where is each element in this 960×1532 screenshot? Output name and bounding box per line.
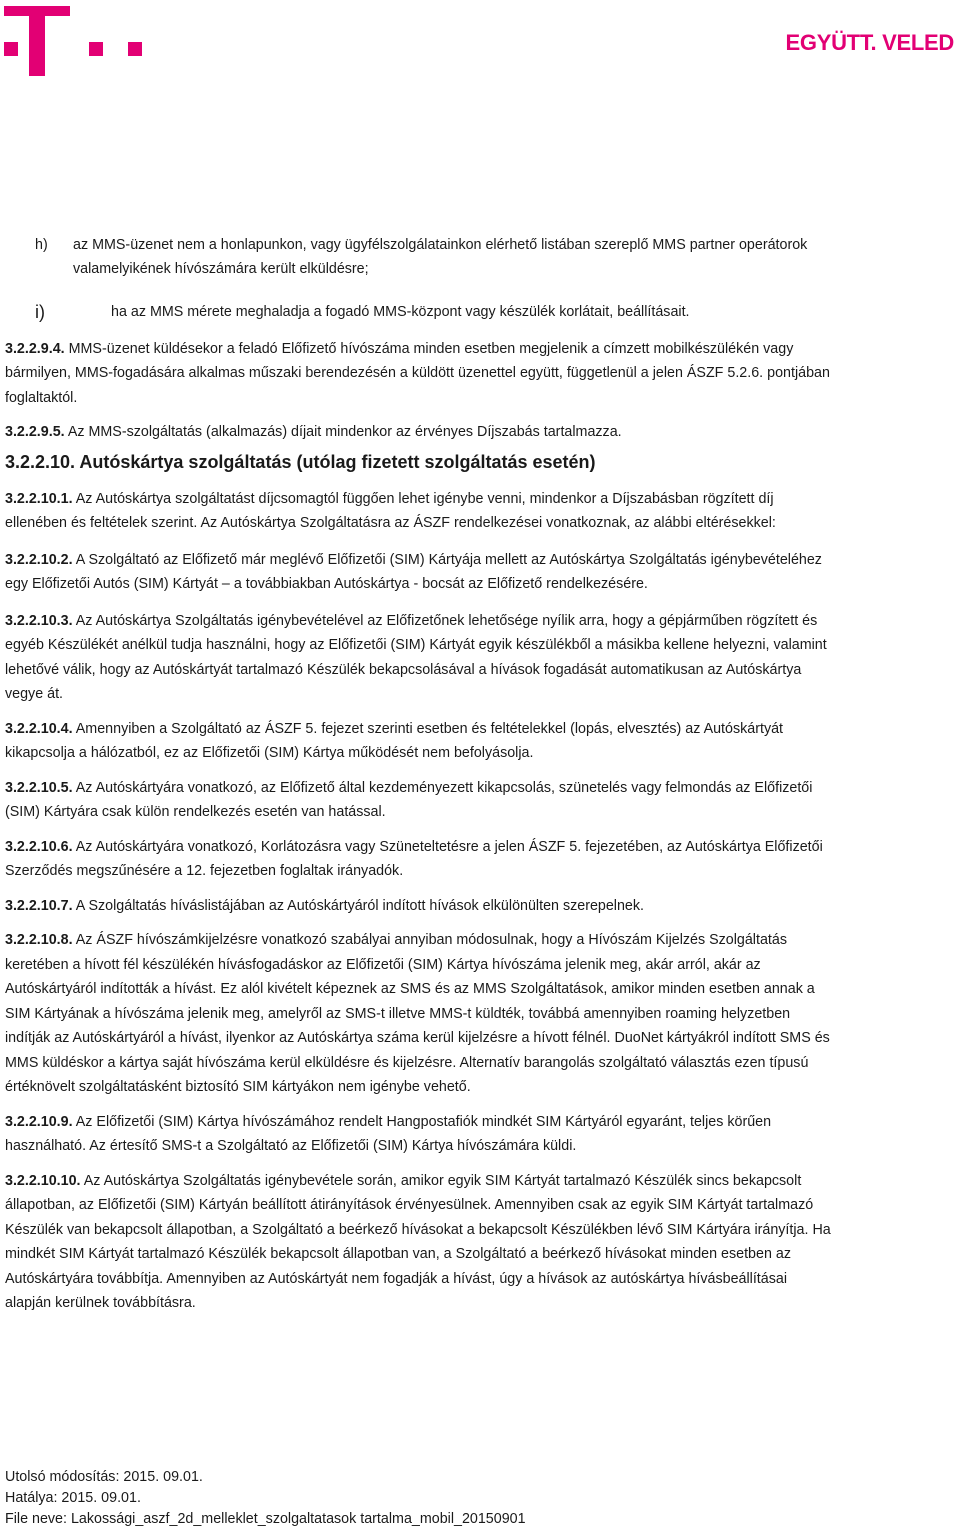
numbered-paragraph xyxy=(5,835,835,884)
paragraph-text: Az Autóskártyára vonatkozó, az Előfizető által kezdeményezett kikapcsolás, szünetelés vagy felmondás az Előfizetői (SIM) Kártyára csak külön rendelkezés esetén van hatással. xyxy=(5,779,813,820)
numbered-paragraph xyxy=(5,928,835,1100)
paragraph-text: Az Autóskártya Szolgáltatás igénybevételével az Előfizetőnek lehetősége nyílik arra, hogy a gépjárműben rögzített és egyéb Készülékét anélkül tudja használni, hogy az Előfizetői (SIM) Kártyát egyik készülékből a másikba kellene helyezni, valamint lehetővé válik, hogy az Autóskártyát tartalmazó Készülék bekapcsolásával a hívások fogadását automatikusan az Autóskártya vegye át. xyxy=(5,612,827,702)
paragraph-number: 3.2.2.10.3. xyxy=(5,612,73,629)
list-item xyxy=(5,234,835,281)
paragraph-number: 3.2.2.9.4. xyxy=(5,340,65,357)
document-body xyxy=(5,234,835,1316)
paragraph-text: Amennyiben a Szolgáltató az ÁSZF 5. fejezet szerinti esetben és feltételekkel (lopás, elvesztés) az Autóskártyát kikapcsolja a hálózatból, ez az Előfizetői (SIM) Kártya működését nem befolyásolja. xyxy=(5,720,784,761)
paragraph-text: A Szolgáltató az Előfizető már meglévő Előfizetői (SIM) Kártyája mellett az Autóskártya Szolgáltatás igénybevételéhez egy Előfizetői Autós (SIM) Kártyát – a továbbiakban Autóskártya - bocsát az Előfizető rendelkezésére. xyxy=(5,551,822,592)
paragraph-number: 3.2.2.10.5. xyxy=(5,779,73,796)
paragraph-text: Az ÁSZF hívószámkijelzésre vonatkozó szabályai annyiban módosulnak, hogy a Hívószám Kijelzés Szolgáltatás keretében a hívott fél készülékén hívásfogadáskor az Előfizetői (SIM) Kártya hívószáma jelenik meg, akár arról, akár az Autóskártyáról indították a hívást. Ez alól kivételt képeznek az SMS és az MMS Szolgáltatások, amikor minden esetben annak a SIM Kártyának a hívószáma jelenik meg, amelyről az SMS-t illetve MMS-t küldték, továbbá amennyiben roaming helyzetben indítják az Autóskártyáról a hívást, ilyenkor az Autóskártya száma kerül kijelzésre a hívott félnél. DuoNet kártyákról indított SMS és MMS küldéskor a kártya saját hívószáma kerül elküldésre és kijelzésre. Alternatív barangolás szolgáltató választás ezen típusú értéknövelt szolgáltatásként biztosító SIM kártyákon nem igénybe vehető. xyxy=(5,932,830,1095)
numbered-paragraph xyxy=(5,548,835,597)
brand-slogan: EGYÜTT. VELED xyxy=(785,30,954,55)
list-marker: i) xyxy=(35,302,45,322)
paragraph-text: Az Autóskártya szolgáltatást díjcsomagtól függően lehet igénybe venni, mindenkor a Díjszabásban rögzített díj ellenében és feltételek szerint. Az Autóskártya Szolgáltatásra az ÁSZF rendelkezései vonatkoznak, az alábbi eltérésekkel: xyxy=(5,490,776,531)
list-marker: h) xyxy=(35,237,48,253)
numbered-paragraph xyxy=(5,1169,835,1316)
numbered-paragraph xyxy=(5,609,835,707)
paragraph-text: MMS-üzenet küldésekor a feladó Előfizető hívószáma minden esetben megjelenik a címzett mobilkészülékén vagy bármilyen, MMS-fogadására alkalmas műszaki berendezésén a küldött üzenettel együtt, függetlenül a jelen ÁSZF 5.2.6. pontjában foglaltaktól. xyxy=(5,340,830,406)
paragraph-number: 3.2.2.10.2. xyxy=(5,551,73,568)
numbered-paragraph xyxy=(5,337,835,411)
paragraph-number: 3.2.2.10.8. xyxy=(5,932,73,948)
numbered-paragraph xyxy=(5,1110,835,1159)
file-name: File neve: Lakossági_aszf_2d_melleklet_szolgaltatasok tartalma_mobil_20150901 xyxy=(5,1511,526,1527)
list-item-text: ha az MMS mérete meghaladja a fogadó MMS-központ vagy készülék korlátait, beállításait. xyxy=(111,304,690,320)
list-item-text: az MMS-üzenet nem a honlapunkon, vagy ügyfélszolgálatainkon elérhető listában szereplő MMS partner operátorok valamelyikének hívószámára került elküldésre; xyxy=(73,237,808,277)
numbered-paragraph xyxy=(5,487,835,536)
paragraph-number: 3.2.2.10.4. xyxy=(5,720,73,737)
paragraph-number: 3.2.2.10.7. xyxy=(5,897,73,914)
numbered-paragraph xyxy=(5,717,835,766)
paragraph-text: Az MMS-szolgáltatás (alkalmazás) díjait mindenkor az érvényes Díjszabás tartalmazza. xyxy=(67,424,622,440)
section-paragraphs xyxy=(5,337,835,1316)
numbered-paragraph xyxy=(5,894,835,919)
paragraph-number: 3.2.2.9.5. xyxy=(5,424,65,440)
paragraph-text: Az Autóskártyára vonatkozó, Korlátozásra vagy Szüneteltetésre a jelen ÁSZF 5. fejezetében, az Autóskártya Előfizetői Szerződés megszűnésére a 12. fejezetben foglaltak irányadók. xyxy=(5,838,823,879)
paragraph-number: 3.2.2.10.1. xyxy=(5,490,73,507)
last-modified-date: Utolsó módosítás: 2015. 09.01. xyxy=(5,1469,203,1485)
paragraph-text: Az Előfizetői (SIM) Kártya hívószámához rendelt Hangpostafiók mindkét SIM Kártyáról egyaránt, teljes körűen használható. Az értesítő SMS-t a Szolgáltató az Előfizetői (SIM) Kártya hívószámára küldi. xyxy=(5,1113,772,1154)
telekom-t-logo xyxy=(4,6,144,76)
paragraph-text: A Szolgáltatás híváslistájában az Autóskártyáról indított hívások elkülönülten szerepelnek. xyxy=(75,897,645,914)
effective-date: Hatálya: 2015. 09.01. xyxy=(5,1490,141,1506)
paragraph-text: Az Autóskártya Szolgáltatás igénybevétele során, amikor egyik SIM Kártyát tartalmazó Készülék sincs bekapcsolt állapotban, az Előfizetői (SIM) Kártyán beállított átirányítások érvényesülnek. Amennyiben csak az egyik SIM Kártyát tartalmazó Készülék van bekapcsolt állapotban, a Szolgáltató a beérkező hívásokat a bekapcsolt Készülékben lévő SIM Kártyára irányítja. Ha mindkét SIM Kártyát tartalmazó Készülék bekapcsolt állapotban van, a Szolgáltató a beérkező hívásokat minden esetben az Autóskártyára továbbítja. Amennyiben az Autóskártyát nem fogadják a hívást, úgy a hívások az autóskártya hívásbeállításai alapján kerülnek továbbításra. xyxy=(5,1172,831,1311)
paragraph-number: 3.2.2.10.9. xyxy=(5,1113,73,1130)
numbered-paragraph xyxy=(5,776,835,825)
list-item xyxy=(5,301,835,325)
paragraph-number: 3.2.2.10.6. xyxy=(5,838,73,855)
section-heading: 3.2.2.10. Autóskártya szolgáltatás (utólag fizetett szolgáltatás esetén) xyxy=(5,451,596,472)
numbered-paragraph xyxy=(5,420,835,445)
document-footer xyxy=(5,1467,526,1530)
paragraph-number: 3.2.2.10.10. xyxy=(5,1172,81,1189)
